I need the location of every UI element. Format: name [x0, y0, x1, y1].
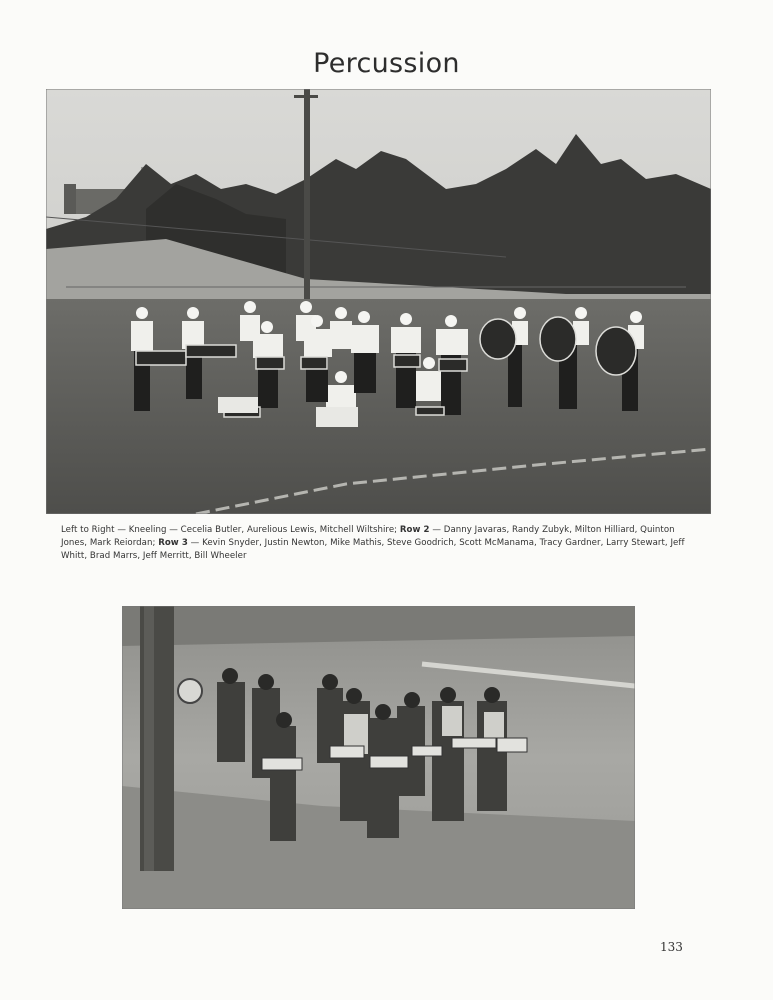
group-photo: [46, 89, 711, 514]
photo-caption: [61, 524, 701, 563]
caption-row2: — Danny Javaras, Randy Zubyk, Milton Hilliard, Quinton Jones, Mark Reiordan;: [61, 525, 675, 548]
page-number: 133: [660, 940, 683, 954]
practice-photo: [122, 606, 635, 909]
caption-kneeling: Left to Right — Kneeling — Cecelia Butler, Aurelious Lewis, Mitchell Wiltshire;: [61, 525, 400, 535]
caption-row2-label: Row 2: [399, 525, 430, 535]
caption-row3-label: Row 3: [158, 538, 188, 548]
caption-row3: — Kevin Snyder, Justin Newton, Mike Mathis, Steve Goodrich, Scott McManama, Tracy Gardner, Larry Stewart, Jeff Whitt, Brad Marrs, Jeff Merritt, Bill Wheeler: [61, 538, 685, 561]
page-title: Percussion: [313, 48, 460, 79]
